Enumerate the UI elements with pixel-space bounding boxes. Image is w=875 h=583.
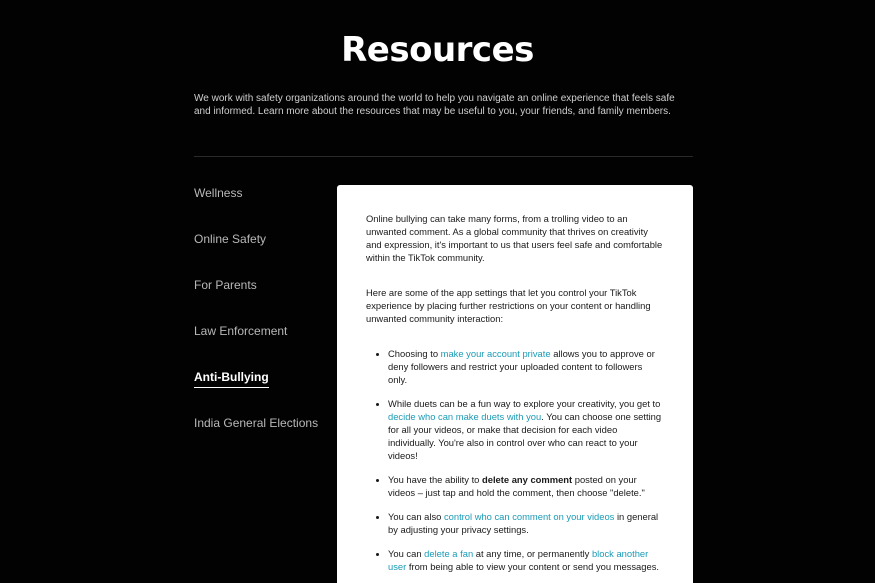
delete-fan-link[interactable]: delete a fan xyxy=(424,548,474,559)
content-paragraph: Here are some of the app settings that let you control your TikTok experience by placing further restrictions on your content or handling unwanted community interaction: xyxy=(366,287,651,324)
list-item xyxy=(388,473,663,499)
sidebar-item-label: Anti-Bullying xyxy=(194,368,269,388)
list-item xyxy=(388,510,663,536)
sidebar-item-law-enforcement[interactable] xyxy=(194,322,334,368)
intro-text: We work with safety organizations around the world to help you navigate an online experience that feels safe and informed. Learn more about the resources that may be useful to you, your friends, and family members. xyxy=(194,93,675,117)
list-item-text: You can xyxy=(388,548,425,559)
duet-settings-link[interactable]: decide who can make duets with you xyxy=(388,411,542,422)
comment-control-link[interactable]: control who can comment on your videos xyxy=(443,511,615,522)
list-item-text: Choosing to xyxy=(388,348,441,359)
sidebar-item-label: For Parents xyxy=(194,278,257,292)
emphasis-text: delete any comment xyxy=(482,474,573,485)
sidebar-item-label: Wellness xyxy=(194,186,243,200)
sidebar-item-wellness[interactable] xyxy=(194,184,334,230)
list-item-text: You can also xyxy=(388,511,444,522)
sidebar-nav xyxy=(194,184,334,460)
list-item-text: in general by adjusting your privacy settings. xyxy=(388,511,659,535)
sidebar-item-anti-bullying[interactable] xyxy=(194,368,334,414)
sidebar-item-label: India General Elections xyxy=(194,416,319,430)
list-item-text: You have the ability to xyxy=(388,474,482,485)
list-item-text: posted on your videos – just tap and hold the comment, then choose "delete." xyxy=(388,474,645,498)
content-card xyxy=(337,185,693,583)
list-item xyxy=(388,347,663,386)
sidebar-item-label: Online Safety xyxy=(194,232,267,246)
list-item xyxy=(388,397,663,462)
content-body xyxy=(337,185,693,573)
content-paragraph: Online bullying can take many forms, from a trolling video to an unwanted comment. As a global community that thrives on creativity and expression, it's important to us that users feel safe and comfortable within the TikTok community. xyxy=(366,213,663,263)
make-account-private-link[interactable]: make your account private xyxy=(440,348,551,359)
list-item-text: from being able to view your content or send you messages. xyxy=(406,561,659,572)
sidebar-item-india-general-elections[interactable] xyxy=(194,414,334,460)
list-item-text: . You can choose one setting for all your videos, or make that decision for each video individually. You're also in control over who can react to your videos! xyxy=(388,411,662,461)
sidebar-item-label: Law Enforcement xyxy=(194,324,288,338)
list-item-text: allows you to approve or deny followers and restrict your uploaded content to followers only. xyxy=(388,348,655,385)
sidebar-item-online-safety[interactable] xyxy=(194,230,334,276)
divider xyxy=(194,156,693,157)
list-item xyxy=(388,547,663,573)
list-item-text: at any time, or permanently xyxy=(473,548,592,559)
list-item-text: While duets can be a fun way to explore your creativity, you get to xyxy=(388,398,661,409)
sidebar-item-for-parents[interactable] xyxy=(194,276,334,322)
block-user-link[interactable]: block another user xyxy=(388,548,649,572)
page-title: Resources xyxy=(341,30,534,70)
settings-list xyxy=(366,347,663,573)
